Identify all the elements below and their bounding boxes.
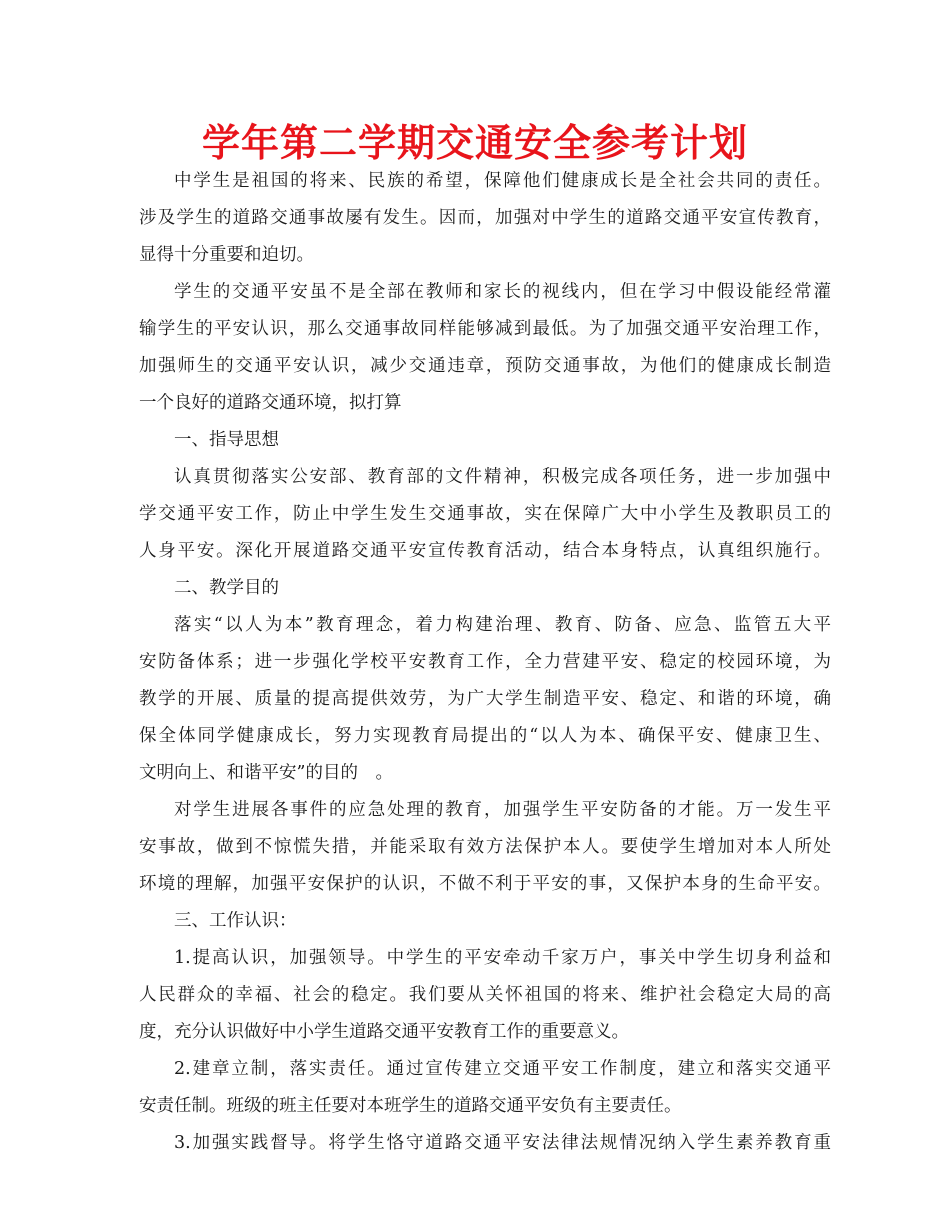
text-line: 3.加强实践督导。将学生恪守道路交通平安法律法规情况纳入学生素养教育重 bbox=[174, 1133, 831, 1153]
text-line: 2.建章立制，落实责任。通过宣传建立交通平安工作制度，建立和落实交通平 bbox=[174, 1059, 831, 1079]
text-line: 环境的理解，加强平安保护的认识，不做不利于平安的事，又保护本身的生命平安。 bbox=[139, 874, 831, 894]
text-line: 中学生是祖国的将来、民族的希望，保障他们健康成长是全社会共同的责任。 bbox=[174, 171, 831, 191]
text-line: 加强师生的交通平安认识，减少交通违章，预防交通事故，为他们的健康成长制造 bbox=[139, 356, 831, 376]
text-line: 落实“以人为本”教育理念，着力构建治理、教育、防备、应急、监管五大平 bbox=[174, 615, 831, 635]
text-line: 人民群众的幸福、社会的稳定。我们要从关怀祖国的将来、维护社会稳定大局的高 bbox=[139, 985, 831, 1005]
text-line: 二、教学目的 bbox=[174, 578, 279, 598]
text-line: 对学生进展各事件的应急处理的教育，加强学生平安防备的才能。万一发生平 bbox=[174, 800, 831, 820]
text-line: 输学生的平安认识，那么交通事故同样能够减到最低。为了加强交通平安治理工作， bbox=[139, 319, 831, 339]
text-line: 教学的开展、质量的提高提供效劳，为广大学生制造平安、稳定、和谐的环境，确 bbox=[139, 689, 831, 709]
text-line: 学交通平安工作，防止中学生发生交通事故，实在保障广大中小学生及教职员工的 bbox=[139, 504, 831, 524]
text-line: 三、工作认识： bbox=[174, 911, 297, 931]
text-line: 一、指导思想 bbox=[174, 430, 279, 450]
text-line: 保全体同学健康成长，努力实现教育局提出的“以人为本、确保平安、健康卫生、 bbox=[139, 726, 831, 746]
text-line: 安防备体系；进一步强化学校平安教育工作，全力营建平安、稳定的校园环境，为 bbox=[139, 652, 831, 672]
document-body bbox=[139, 163, 831, 1162]
text-line: 安事故，做到不惊慌失措，并能采取有效方法保护本人。要使学生增加对本人所处 bbox=[139, 837, 831, 857]
text-line: 涉及学生的道路交通事故屡有发生。因而，加强对中学生的道路交通平安宣传教育， bbox=[139, 208, 831, 228]
text-line: 学生的交通平安虽不是全部在教师和家长的视线内，但在学习中假设能经常灌 bbox=[174, 282, 831, 302]
text-line: 一个良好的道路交通环境，拟打算 bbox=[139, 393, 402, 413]
text-line: 度，充分认识做好中小学生道路交通平安教育工作的重要意义。 bbox=[139, 1022, 629, 1042]
text-line: 1.提高认识，加强领导。中学生的平安牵动千家万户，事关中学生切身利益和 bbox=[174, 948, 831, 968]
text-line: 文明向上、和谐平安”的目的 。 bbox=[139, 763, 393, 783]
text-line: 显得十分重要和迫切。 bbox=[139, 245, 314, 265]
text-line: 安责任制。班级的班主任要对本班学生的道路交通平安负有主要责任。 bbox=[139, 1096, 682, 1116]
document-title: 学年第二学期交通安全参考计划 bbox=[201, 121, 748, 165]
text-line: 认真贯彻落实公安部、教育部的文件精神，积极完成各项任务，进一步加强中 bbox=[174, 467, 831, 487]
text-line: 人身平安。深化开展道路交通平安宣传教育活动，结合本身特点，认真组织施行。 bbox=[139, 541, 831, 561]
